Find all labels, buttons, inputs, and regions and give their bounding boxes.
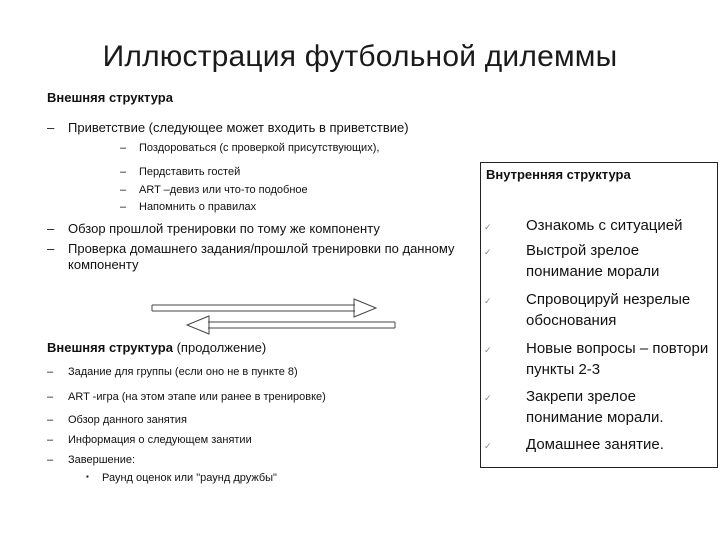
- bullet-icon: ▪: [86, 472, 89, 481]
- check-icon: ✓: [484, 393, 492, 403]
- continuation-item: Задание для группы (если оно не в пункте 8): [68, 366, 298, 378]
- list-item-continued: компоненту: [68, 257, 139, 272]
- internal-item: Новые вопросы – повтори пункты 2-3: [526, 340, 709, 378]
- continuation-item: Информация о следующем занятии: [68, 434, 252, 446]
- continuation-heading-suffix: (продолжение): [176, 340, 267, 355]
- check-icon: ✓: [484, 296, 492, 306]
- dash-marker: –: [120, 142, 127, 154]
- internal-heading: Внутренняя структура: [486, 167, 631, 182]
- page-title: Иллюстрация футбольной дилеммы: [102, 40, 618, 73]
- greeting-item: Приветствие (следующее может входить в приветствие): [68, 120, 409, 135]
- dash-marker: –: [47, 221, 55, 236]
- dash-marker: –: [47, 414, 54, 426]
- sub-item: ART –девиз или что-то подобное: [139, 184, 308, 196]
- dash-marker: –: [47, 434, 54, 446]
- list-item: Обзор прошлой тренировки по тому же компоненту: [68, 221, 380, 236]
- internal-item: Ознакомь с ситуацией: [526, 217, 683, 234]
- dash-marker: –: [47, 454, 54, 466]
- internal-item: Выстрой зрелое понимание морали: [526, 242, 660, 280]
- dash-marker: –: [47, 120, 55, 135]
- sub-item: Пердставить гостей: [139, 166, 241, 178]
- dash-marker: –: [47, 241, 55, 256]
- dash-marker: –: [120, 166, 127, 178]
- check-icon: ✓: [484, 441, 492, 451]
- check-icon: ✓: [484, 247, 492, 257]
- sub-item: Напомнить о правилах: [139, 201, 257, 213]
- dash-marker: –: [47, 391, 54, 403]
- dash-marker: –: [120, 201, 127, 213]
- left-arrow: [187, 316, 395, 334]
- continuation-heading-main: Внешняя структура: [47, 340, 173, 355]
- external-heading: Внешняя структура: [47, 90, 173, 105]
- continuation-sub-item: Раунд оценок или "раунд дружбы": [102, 472, 277, 484]
- internal-item: Домашнее занятие.: [526, 436, 664, 453]
- right-arrow: [152, 299, 376, 317]
- internal-item: Закрепи зрелое понимание морали.: [526, 388, 664, 426]
- continuation-item: Обзор данного занятия: [68, 414, 187, 426]
- continuation-heading: [47, 340, 266, 355]
- dash-marker: –: [47, 366, 54, 378]
- dash-marker: –: [120, 184, 127, 196]
- check-icon: ✓: [484, 222, 492, 232]
- continuation-item: Завершение:: [68, 454, 136, 466]
- list-item: Проверка домашнего задания/прошлой тренировки по данному: [68, 241, 455, 256]
- internal-item: Спровоцируй незрелые обоснования: [526, 291, 691, 329]
- sub-item: Поздороваться (с проверкой присутствующих),: [139, 142, 380, 154]
- continuation-item: ART -игра (на этом этапе или ранее в тренировке): [68, 391, 326, 403]
- check-icon: ✓: [484, 345, 492, 355]
